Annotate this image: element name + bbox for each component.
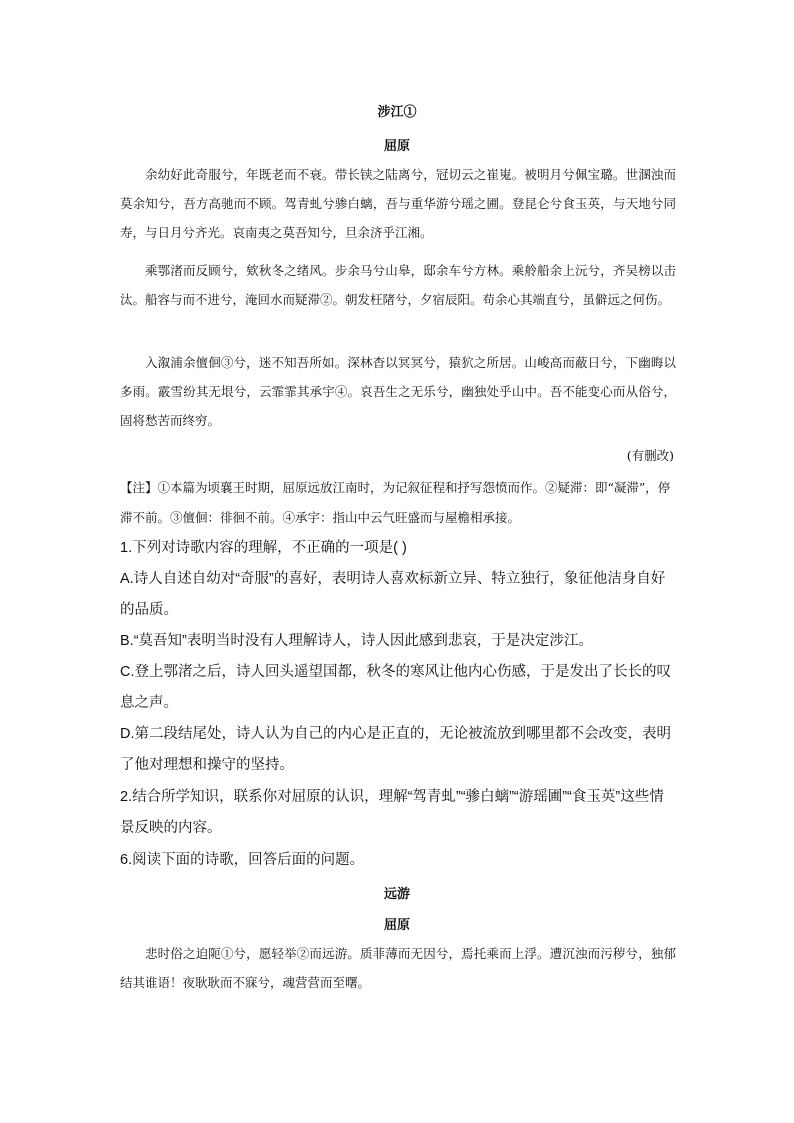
question-6: 6.阅读下面的诗歌，回答后面的问题。 — [120, 852, 365, 868]
annotation-note: 【注】①本篇为顷襄王时期，屈原远放江南时，为记叙征程和抒写怨愤而作。②疑滞：即“凝滞”，停滞不前。③儃佪：徘徊不前。④承宇：指山中云气旺盛而与屋檐相承接。 — [120, 480, 671, 525]
option-d: D.第二段结尾处，诗人认为自己的内心是正直的，无论被流放到哪里都不会改变，表明了他对理想和操守的坚持。 — [120, 726, 671, 773]
poem-paragraph-1: 余幼好此奇服兮，年既老而不衰。带长铗之陆离兮，冠切云之崔嵬。被明月兮佩宝璐。世溷浊而莫余知兮，吾方高驰而不顾。驾青虬兮骖白螭，吾与重华游兮瑶之圃。登昆仑兮食玉英，与天地兮同寿，与日月兮齐光。哀南夷之莫吾知兮，旦余济乎江湘。 — [120, 167, 676, 240]
source-note: (有删改) — [626, 448, 674, 463]
question-2: 2.结合所学知识，联系你对屈原的认识，理解“驾青虬”“骖白螭”“游瑶圃”“食玉英”这些情景反映的内容。 — [120, 789, 664, 836]
option-c: C.登上鄂渚之后，诗人回头遥望国都，秋冬的寒风让他内心伤感，于是发出了长长的叹息之声。 — [120, 664, 671, 711]
poem-title: 涉江① — [377, 105, 417, 120]
option-b: B.“莫吾知”表明当时没有人理解诗人，诗人因此感到悲哀，于是决定涉江。 — [120, 633, 593, 649]
poem2-paragraph-1: 悲时俗之迫阨①兮，愿轻举②而远游。质菲薄而无因兮，焉托乘而上浮。遭沉浊而污秽兮，独郁结其谁语！夜耿耿而不寐兮，魂营营而至曙。 — [120, 946, 676, 990]
poem2-author: 屈原 — [383, 918, 410, 933]
poem-paragraph-3: 入溆浦余儃佪③兮，迷不知吾所如。深林杳以冥冥兮，猿狖之所居。山峻高而蔽日兮，下幽晦以多雨。霰雪纷其无垠兮，云霏霏其承宇④。哀吾生之无乐兮，幽独处乎山中。吾不能变心而从俗兮，固将愁苦而终穷。 — [120, 355, 676, 428]
poem2-title: 远游 — [383, 887, 410, 902]
poem-paragraph-2: 乘鄂渚而反顾兮，欸秋冬之绪风。步余马兮山皋，邸余车兮方林。乘舲船余上沅兮，齐吴榜以击汰。船容与而不进兮，淹回水而疑滞②。朝发枉陼兮，夕宿辰阳。苟余心其端直兮，虽僻远之何伤。 — [120, 263, 676, 307]
question-1: 1.下列对诗歌内容的理解，不正确的一项是( ) — [120, 540, 407, 556]
option-a: A.诗人自述自幼对“奇服”的喜好，表明诗人喜欢标新立异、特立独行，象征他洁身自好的品质。 — [120, 571, 666, 618]
poem-author: 屈原 — [383, 139, 410, 154]
